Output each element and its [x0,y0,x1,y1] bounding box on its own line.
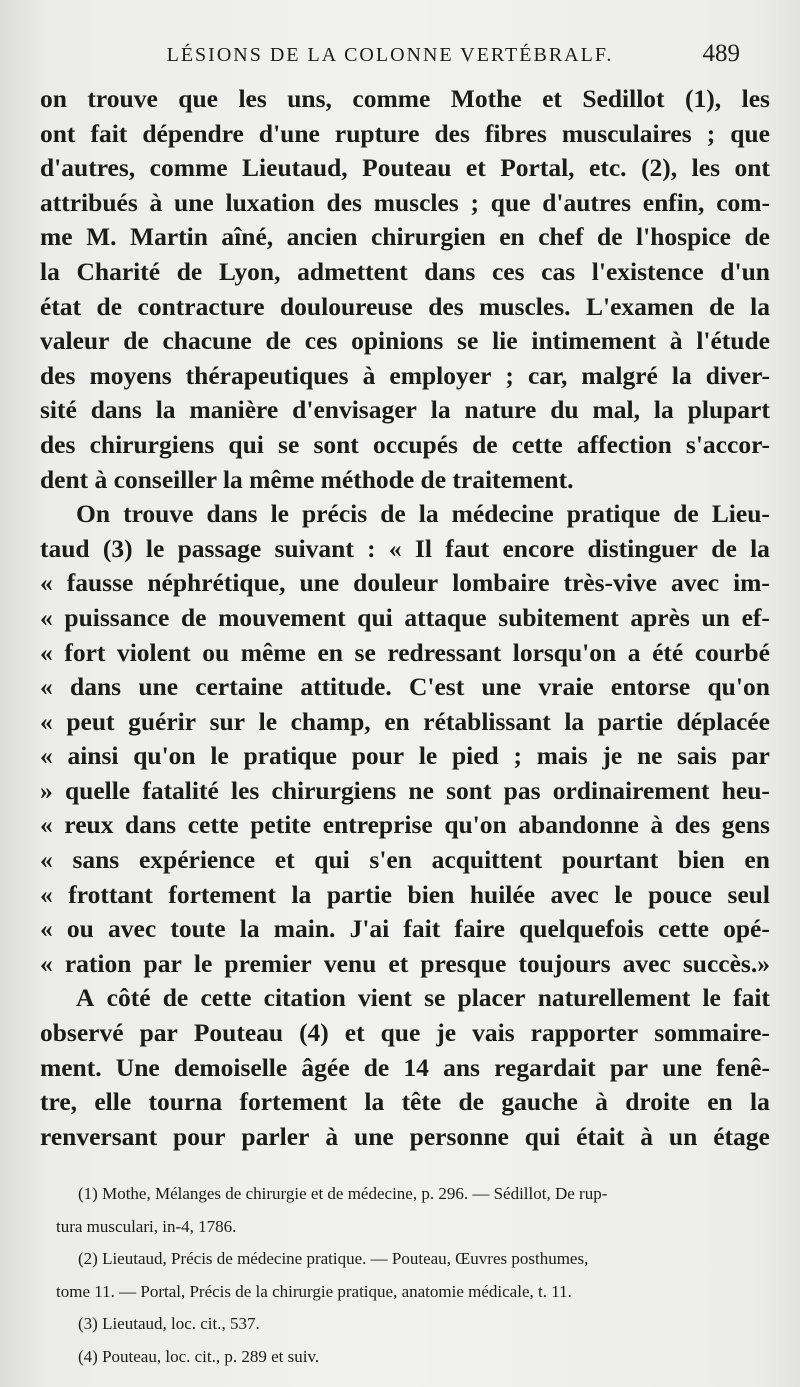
text-line: la Charité de Lyon, admettent dans ces cas l'existence d'un [40,256,770,286]
footnotes [56,1178,766,1374]
running-title: LÉSIONS DE LA COLONNE VERTÉBRALF. [166,44,614,66]
text-line: des chirurgiens qui se sont occupés de cette affection s'accor- [40,429,770,459]
text-line: « puissance de mouvement qui attaque subitement après un ef- [40,602,770,632]
footnote-1: (1) Mothe, Mélanges de chirurgie et de médecine, p. 296. — Sédillot, De rup- [78,1184,608,1203]
body-text [40,82,770,1154]
text-line: taud (3) le passage suivant : « Il faut encore distinguer de la [40,533,770,563]
footnote-1-continued: tura musculari, in-4, 1786. [56,1216,237,1236]
text-line: On trouve dans le précis de la médecine pratique de Lieu- [76,499,770,529]
text-line: observé par Pouteau (4) et que je vais rapporter sommaire- [40,1018,770,1048]
footnote-2: (2) Lieutaud, Précis de médecine pratique. — Pouteau, Œuvres posthumes, [78,1249,589,1269]
footnote-4: (4) Pouteau, loc. cit., p. 289 et suiv. [78,1346,320,1366]
page-number: 489 [702,40,740,67]
footnote-3: (3) Lieutaud, loc. cit., 537. [78,1314,260,1334]
text-line: sité dans la manière d'envisager la nature du mal, la plupart [40,395,770,425]
text-line: « fort violent ou même en se redressant lorsqu'on a été courbé [40,637,770,667]
text-line: « ration par le premier venu et presque toujours avec succès.» [40,948,770,978]
text-line: « ainsi qu'on le pratique pour le pied ; mais je ne sais par [40,741,770,771]
text-line: attribués à une luxation des muscles ; que d'autres enfin, com- [40,187,770,217]
text-line: me M. Martin aîné, ancien chirurgien en chef de l'hospice de [40,222,770,252]
text-line: on trouve que les uns, comme Mothe et Sedillot (1), les [40,84,770,113]
text-line: des moyens thérapeutiques à employer ; car, malgré la diver- [40,360,770,390]
text-line: ment. Une demoiselle âgée de 14 ans regardait par une fenê- [40,1052,770,1082]
text-line: valeur de chacune de ces opinions se lie intimement à l'étude [40,326,770,356]
text-line: « fausse néphrétique, une douleur lombaire très-vive avec im- [40,568,770,598]
text-line: d'autres, comme Lieutaud, Pouteau et Portal, etc. (2), les ont [40,153,770,183]
text-line: « peut guérir sur le champ, en rétablissant la partie déplacée [40,706,770,736]
text-line: « sans expérience et qui s'en acquittent pourtant bien en [40,845,770,875]
text-line: ont fait dépendre d'une rupture des fibres musculaires ; que [40,118,770,148]
text-line: tre, elle tourna fortement la tête de gauche à droite en la [40,1087,770,1117]
text-line: « dans une certaine attitude. C'est une vraie entorse qu'on [40,672,770,702]
text-line: A côté de cette citation vient se placer naturellement le fait [76,983,770,1013]
text-line: » quelle fatalité les chirurgiens ne sont pas ordinairement heu- [40,775,770,805]
text-line: renversant pour parler à une personne qui était à un étage [40,1121,770,1151]
text-line: « reux dans cette petite entreprise qu'on abandonne à des gens [40,810,770,840]
page-header [40,40,740,78]
text-line: dent à conseiller la même méthode de traitement. [40,464,574,494]
text-line: « frottant fortement la partie bien huilée avec le pouce seul [40,879,770,909]
text-line: « ou avec toute la main. J'ai fait faire quelquefois cette opé- [40,914,770,944]
text-line: état de contracture douloureuse des muscles. L'examen de la [40,291,770,321]
footnote-2-continued: tome 11. — Portal, Précis de la chirurgie pratique, anatomie médicale, t. 11. [56,1281,572,1301]
